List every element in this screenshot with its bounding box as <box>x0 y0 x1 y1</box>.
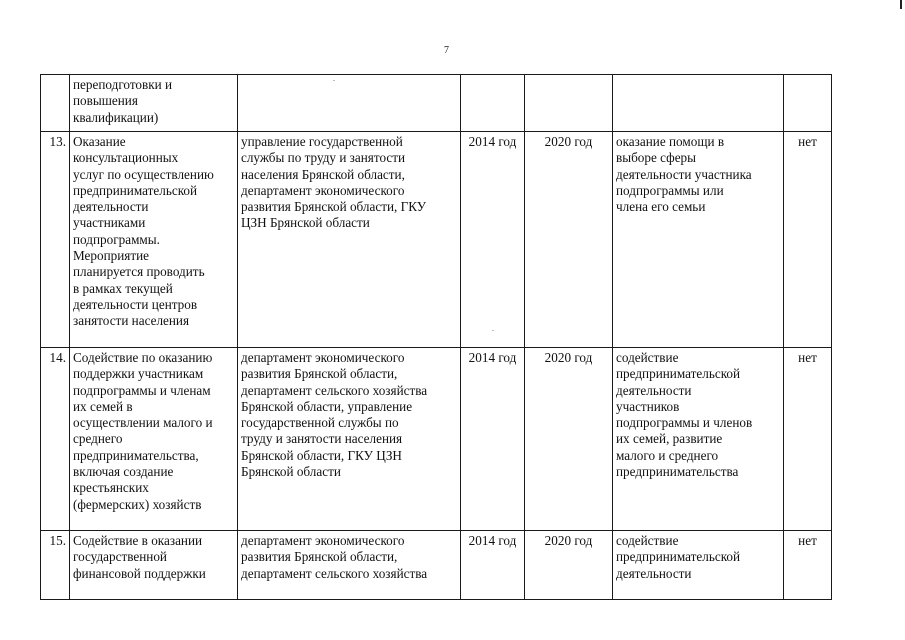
extra-cell: нет <box>784 348 832 531</box>
row-number-cell: 14. <box>41 348 70 531</box>
expected-result-cell: содействие предпринимательской деятельности участников подпрограммы и членов их семей, развитие малого и среднего предпринимательства <box>613 348 784 531</box>
expected-result-cell: содействие предпринимательской деятельности <box>613 531 784 600</box>
end-year-cell: 2020 год <box>525 132 613 348</box>
measure-name-cell: Содействие в оказании государственной финансовой поддержки <box>70 531 238 600</box>
measure-name-cell: Содействие по оказанию поддержки участникам подпрограммы и членам их семей в осуществлении малого и среднего предпринимательства, включая создание крестьянских (фермерских) хозяйств <box>70 348 238 531</box>
executor-cell: управление государственной службы по труду и занятости населения Брянской области, департамент экономического развития Брянской области, ГКУ ЦЗН Брянской области <box>238 132 461 348</box>
end-year-cell <box>525 75 613 132</box>
start-year-cell: 2014 год <box>461 348 525 531</box>
end-year-cell: 2020 год <box>525 531 613 600</box>
table-row <box>41 348 832 531</box>
row-number-cell <box>41 75 70 132</box>
table-row <box>41 531 832 600</box>
start-year-cell: 2014 год <box>461 531 525 600</box>
table-row <box>41 132 832 348</box>
table-row <box>41 75 832 132</box>
extra-cell <box>784 75 832 132</box>
measure-name-cell: переподготовки и повышения квалификации) <box>70 75 238 132</box>
executor-cell <box>238 75 461 132</box>
extra-cell: нет <box>784 531 832 600</box>
measures-table <box>40 74 832 600</box>
measure-name-cell: Оказание консультационных услуг по осуществлению предпринимательской деятельности участниками подпрограммы. Мероприятие планируется проводить в рамках текущей деятельности центров занятости населения <box>70 132 238 348</box>
executor-cell: департамент экономического развития Брянской области, департамент сельского хозяйства <box>238 531 461 600</box>
row-number-cell: 15. <box>41 531 70 600</box>
start-year-cell: 2014 год <box>461 132 525 348</box>
end-year-cell: 2020 год <box>525 348 613 531</box>
expected-result-cell: оказание помощи в выборе сферы деятельности участника подпрограммы или члена его семьи <box>613 132 784 348</box>
row-number-cell: 13. <box>41 132 70 348</box>
extra-cell: нет <box>784 132 832 348</box>
scan-edge-mark <box>900 0 902 9</box>
executor-cell: департамент экономического развития Брянской области, департамент сельского хозяйства Брянской области, управление государственной службы по труду и занятости населения Брянской области, ГКУ ЦЗН Брянской области <box>238 348 461 531</box>
page-number: 7 <box>444 45 449 56</box>
start-year-cell <box>461 75 525 132</box>
expected-result-cell <box>613 75 784 132</box>
